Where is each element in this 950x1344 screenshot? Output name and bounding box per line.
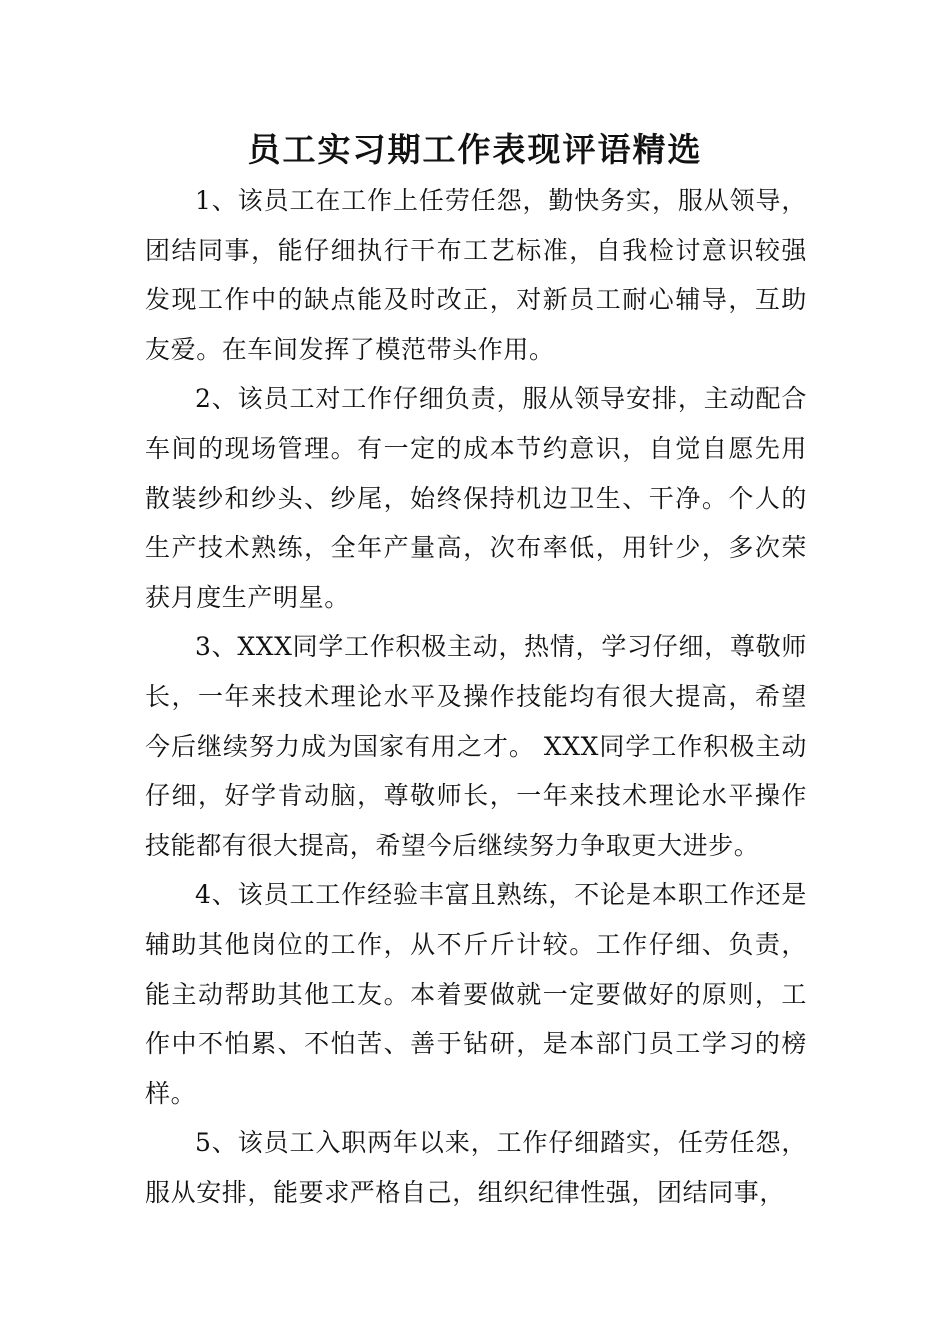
document-title: 员工实习期工作表现评语精选: [247, 130, 703, 169]
paragraph-3: 3、XXX同学工作积极主动，热情，学习仔细，尊敬师长，一年来技术理论水平及操作技能均有很大提高，希望今后继续努力成为国家有用之才。 XXX同学工作积极主动仔细，好学肯动脑，尊敬师长，一年来技术理论水平操作技能都有很大提高，希望今后继续努力争取更大进步。: [145, 632, 807, 860]
paragraph-2: 2、该员工对工作仔细负责，服从领导安排，主动配合车间的现场管理。有一定的成本节约意识，自觉自愿先用散装纱和纱头、纱尾，始终保持机边卫生、干净。个人的生产技术熟练，全年产量高，次布率低，用针少，多次荣获月度生产明星。: [145, 384, 807, 612]
paragraph-1: 1、该员工在工作上任劳任怨，勤快务实，服从领导，团结同事，能仔细执行干布工艺标准，自我检讨意识较强发现工作中的缺点能及时改正，对新员工耐心辅导，互助友爱。在车间发挥了模范带头作用。: [145, 186, 807, 364]
document-body: [145, 176, 807, 1217]
paragraph-4: 4、该员工工作经验丰富且熟练，不论是本职工作还是辅助其他岗位的工作，从不斤斤计较。工作仔细、负责，能主动帮助其他工友。本着要做就一定要做好的原则，工作中不怕累、不怕苦、善于钻研，是本部门员工学习的榜样。: [145, 880, 807, 1108]
paragraph-5: 5、该员工入职两年以来，工作仔细踏实，任劳任怨，服从安排，能要求严格自己，组织纪律性强，团结同事，: [145, 1128, 807, 1207]
